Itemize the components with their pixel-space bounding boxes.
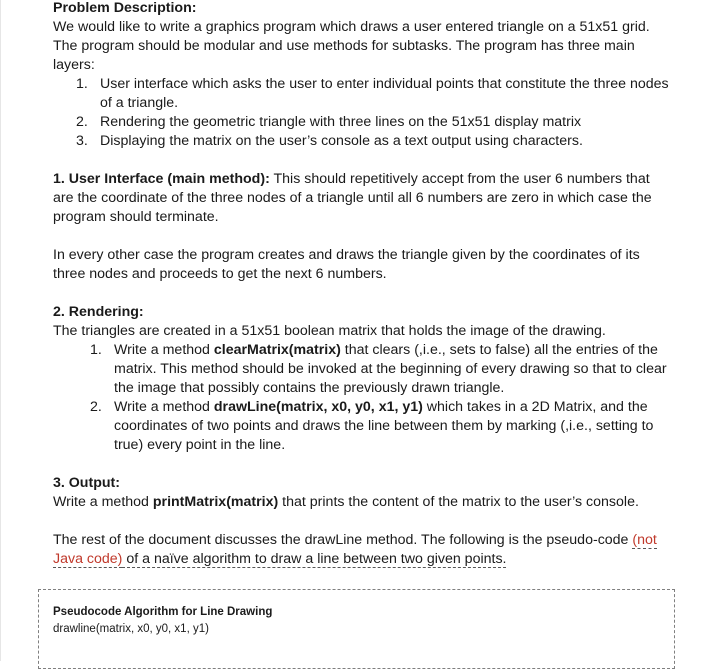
problem-heading: Problem Description: <box>53 0 197 16</box>
section1-paragraph-2: In every other case the program creates and draws the triangle given by the coordinates of its three nodes and proceeds to get the next 6 numbers. <box>53 247 640 282</box>
problem-intro: We would like to write a graphics program which draws a user entered triangle on a 51x51 grid. The program should be modular and use methods for subtasks. The program has three main layers: <box>53 19 650 73</box>
document-body <box>53 0 673 569</box>
pseudocode-box <box>38 589 675 669</box>
method-name: drawLine(matrix, x0, y0, x1, y1) <box>213 399 423 415</box>
pseudocode-signature: drawline(matrix, x0, y0, x1, y1) <box>53 623 209 635</box>
pseudocode-title: Pseudocode Algorithm for Line Drawing <box>53 606 273 618</box>
section3-text: Write a method printMatrix(matrix) that prints the content of the matrix to the user’s console. <box>53 494 639 510</box>
method-name: printMatrix(matrix) <box>152 494 279 510</box>
list-item: 1. User interface which asks the user to enter individual points that constitute the three nodes of a triangle. <box>76 76 669 111</box>
rendering-list <box>53 341 673 455</box>
list-item: 2. Rendering the geometric triangle with three lines on the 51x51 display matrix <box>76 114 582 130</box>
section1-title: 1. User Interface (main method): <box>53 171 270 187</box>
layers-list <box>53 75 673 151</box>
section2-title: 2. Rendering: <box>53 304 144 320</box>
list-item: 3. Displaying the matrix on the user’s console as a text output using characters. <box>76 133 583 149</box>
list-item: 1. Write a method clearMatrix(matrix) that clears (,i.e., sets to false) all the entries of the matrix. This method should be invoked at the beginning of every drawing so that to clear the image that possibly contains the previously drawn triangle. <box>90 342 667 396</box>
not-java-code-note: (not Java code) <box>53 532 657 567</box>
list-item: 2. Write a method drawLine(matrix, x0, y0, x1, y1) which takes in a 2D Matrix, and the coordinates of two points and draws the line between them by marking (,i.e., setting to true) every point in the line. <box>90 399 654 453</box>
section1-paragraph: 1. User Interface (main method): This should repetitively accept from the user 6 numbers that are the coordinate of the three nodes of a triangle until all 6 numbers are zero in which case the program should terminate. <box>53 171 652 225</box>
section3-title: 3. Output: <box>53 475 120 491</box>
closing-paragraph: The rest of the document discusses the drawLine method. The following is the pseudo-code (not Java code) of a naïve algorithm to draw a line between two given points. <box>53 532 657 567</box>
section2-intro: The triangles are created in a 51x51 boolean matrix that holds the image of the drawing. <box>53 323 606 339</box>
method-name: clearMatrix(matrix) <box>213 342 341 358</box>
